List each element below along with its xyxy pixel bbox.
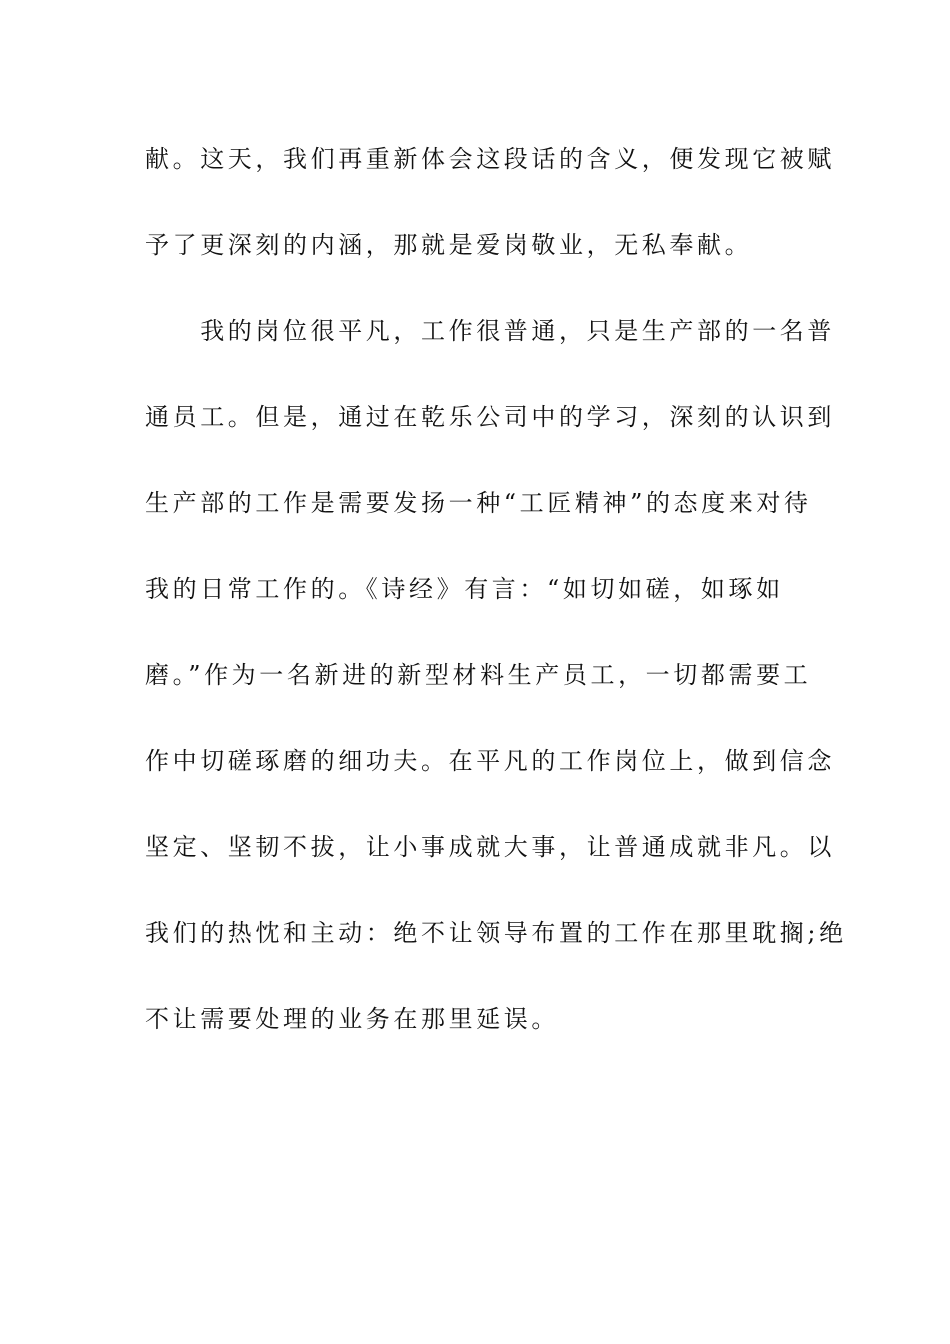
text-line: 不让需要处理的业务在那里延误。 [145, 1005, 559, 1033]
text-line: 予了更深刻的内涵，那就是爱岗敬业，无私奉献。 [145, 231, 753, 259]
text-line: 生产部的工作是需要发扬一种“工匠精神”的态度来对待 [145, 489, 812, 517]
text-line: 我们的热忱和主动：绝不让领导布置的工作在那里耽搁;绝 [145, 919, 847, 947]
body-text [145, 134, 847, 1080]
text-line: 我的日常工作的。《诗经》有言：“如切如磋，如琢如 [145, 575, 784, 603]
text-line: 献。这天，我们再重新体会这段话的含义，便发现它被赋 [145, 145, 835, 173]
text-line: 磨。”作为一名新进的新型材料生产员工，一切都需要工 [145, 661, 812, 689]
text-line: 通员工。但是，通过在乾乐公司中的学习，深刻的认识到 [145, 403, 835, 431]
text-line: 作中切磋琢磨的细功夫。在平凡的工作岗位上，做到信念 [145, 747, 835, 775]
text-line: 我的岗位很平凡，工作很普通，只是生产部的一名普 [145, 317, 835, 345]
text-line: 坚定、坚韧不拔，让小事成就大事，让普通成就非凡。以 [145, 833, 835, 861]
